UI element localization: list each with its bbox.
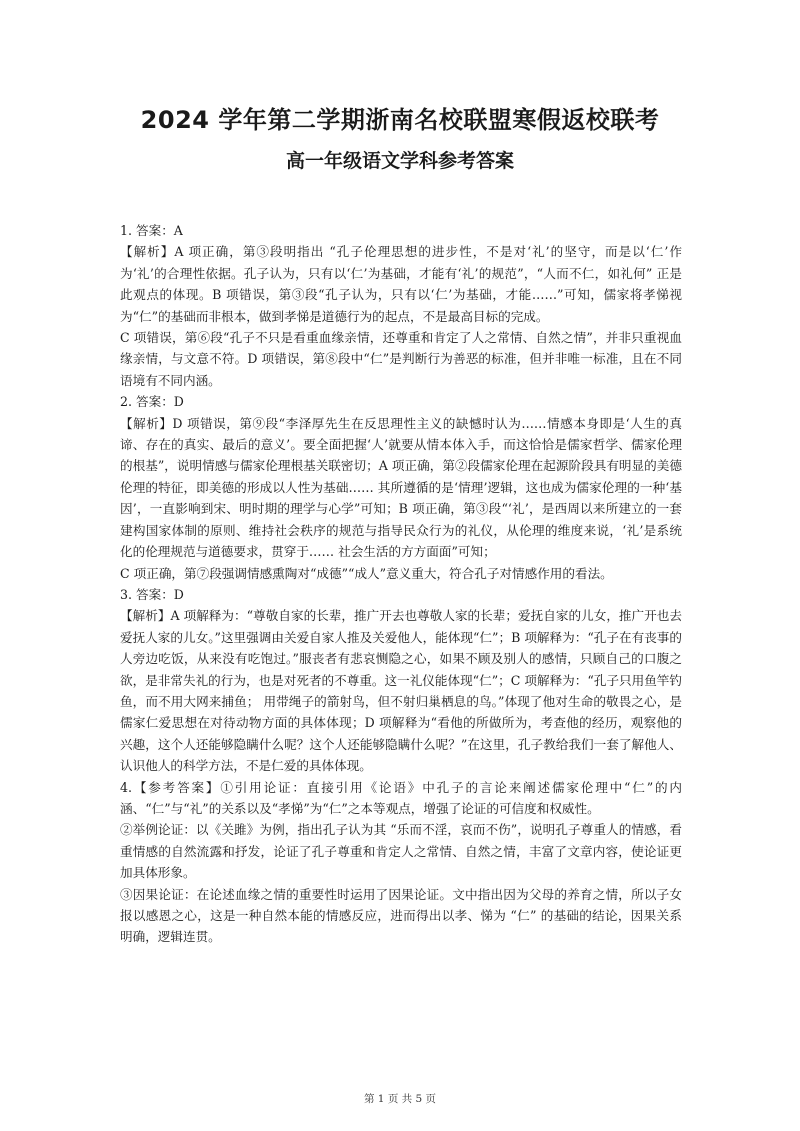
page-subtitle: 高一年级语文学科参考答案 (285, 150, 514, 172)
answer-1-analysis: 【解析】A 项正确，第③段明指出 “孔子伦理思想的进步性，不是对‘礼’的坚守，而是以‘仁’作为‘礼’的合理性依据。孔子认为，只有以‘仁’为基础，才能有‘礼’的规范”，“人而不仁，如礼何” 正是此观点的体现。B 项错误，第③段“孔子认为，只有以‘仁’为基础，才能……”可知，儒家将孝悌视为“仁”的基础而非根本，做到孝悌是道德行为的起点，不是最高目标的完成。 (120, 244, 682, 324)
answer-2-analysis-cont: C 项正确，第⑦段强调情感熏陶对“成德”“成人”意义重大，符合孔子对情感作用的看法。 (120, 565, 613, 581)
answer-4-point-2: ②举例论证：以《关雎》为例，指出孔子认为其 “乐而不淫，哀而不伤”，说明孔子尊重人的情感，看重情感的自然流露和抒发，论证了孔子尊重和肯定人之常情、自然之情，丰富了文章内容，使论证更加具体形象。 (120, 822, 682, 881)
page-number: 第 1 页 共 5 页 (363, 1093, 437, 1105)
answer-3-analysis: 【解析】A 项解释为：“尊敬自家的长辈，推广开去也尊敬人家的长辈；爱抚自家的儿女，推广开也去爱抚人家的儿女。”这里强调由关爱自家人推及关爱他人，能体现“仁”；B 项解释为：“孔子在有丧事的人旁边吃饭，从来没有吃饱过。”服丧者有悲哀恻隐之心，如果不顾及别人的感情，只顾自己的口腹之欲，是非常失礼的行为，也是对死者的不尊重。这一礼仪能体现“仁”；C 项解释为：“孔子只用鱼竿钓鱼，而不用大网来捕鱼； 用带绳子的箭射鸟，但不射归巢栖息的鸟。”体现了他对生命的敬畏之心，是儒家仁爱思想在对待动物方面的具体体现；D 项解释为“看他的所做所为，考查他的经历，观察他的兴趣，这个人还能够隐瞒什么呢？这个人还能够隐瞒什么呢？”在这里，孔子教给我们一套了解他人、认识他人的科学方法，不是仁爱的具体体现。 (120, 608, 682, 774)
answer-1-analysis-cont: C 项错误，第⑥段“孔子不只是看重血缘亲情，还尊重和肯定了人之常情、自然之情”，并非只重视血缘亲情，与文意不符。D 项错误，第⑧段中“仁”是判断行为善恶的标准，但并非唯一标准，且在不同语境有不同内涵。 (120, 330, 682, 388)
answer-4-point-3: ③因果论证：在论述血缘之情的重要性时运用了因果论证。文中指出因为父母的养育之情，所以子女报以感恩之心，这是一种自然本能的情感反应，进而得出以孝、悌为 “仁” 的基础的结论，因果关系明确，逻辑连贯。 (120, 886, 682, 945)
answer-2-heading: 2. 答案：D (120, 394, 184, 410)
answer-body (120, 220, 682, 948)
page-title: 2024 学年第二学期浙南名校联盟寒假返校联考 (140, 106, 660, 134)
answer-3-heading: 3. 答案：D (120, 586, 184, 602)
answer-1-heading: 1. 答案：A (120, 223, 183, 238)
answer-2-analysis: 【解析】D 项错误，第⑨段“李泽厚先生在反思理性主义的缺憾时认为……情感本身即是‘人生的真谛、存在的真实、最后的意义’。要全面把握‘人’就要从情本体入手，而这恰恰是儒家哲学、儒家伦理的根基”，说明情感与儒家伦理根基关联密切；A 项正确，第②段儒家伦理在起源阶段具有明显的美德伦理的特征，即美德的形成以人性为基础…… 其所遵循的是‘情理’逻辑，这也成为儒家伦理的一种‘基因’，一直影响到宋、明时期的理学与心学”可知；B 项正确，第③段“‘礼’，是西周以来所建立的一套建构国家体制的原则、维持社会秩序的规范与指导民众行为的礼仪，从伦理的维度来说，‘礼’是系统化的伦理规范与道德要求，贯穿于…… 社会生活的方方面面”可知； (120, 415, 682, 560)
answer-4-point-1: 4.【参考答案】①引用论证：直接引用《论语》中孔子的言论来阐述儒家伦理中“仁”的内涵、“仁”与“礼”的关系以及“孝悌”为“仁”之本等观点，增强了论证的可信度和权威性。 (120, 779, 682, 816)
